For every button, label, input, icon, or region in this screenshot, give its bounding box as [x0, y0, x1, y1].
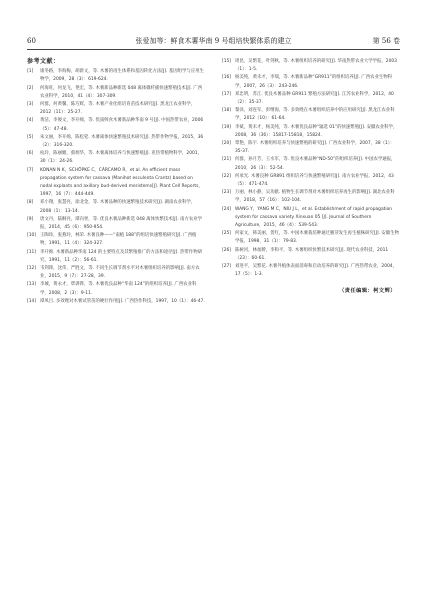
reference-number: [7] — [27, 167, 34, 173]
header-divider — [27, 49, 400, 50]
reference-text: 万丽，林小静，吴功献. 植物生长调节剂对木薯组织培养再生的影响[J]. 湖北农业科学，2018，57（16）：102-104. — [235, 190, 395, 204]
reference-item — [222, 173, 400, 189]
reference-text: 康冬路，李海梅，胡新文，等. 木薯的再生体系和基因转化方法[J]. 基因组学与应用生物学，2009，28（3）：619-624. — [40, 69, 204, 83]
page-header — [27, 34, 400, 48]
reference-number: [19] — [222, 124, 232, 130]
reference-number: [6] — [27, 151, 34, 157]
reference-number: [21] — [222, 157, 232, 163]
reference-text: 何群，孙月芳，王水军，等. 优良木薯品种“ND-50”的组织培养[J]. 中国农学通报，2010，26（3）：52-54. — [235, 157, 396, 171]
references-right-column — [222, 58, 400, 296]
reference-text: 周昆，吴繁花，叶剑秋，等. 木薯组织培养的研究[J]. 华南热带农业大学学报，2003（1）：1-5. — [235, 59, 397, 73]
reference-item — [222, 263, 400, 279]
reference-number: [15] — [222, 59, 232, 64]
reference-item — [27, 216, 205, 232]
reference-number: [23] — [222, 190, 232, 196]
reference-item — [222, 91, 400, 107]
reference-number: [9] — [27, 216, 34, 222]
reference-number: [26] — [222, 247, 232, 253]
reference-text: 覃艳，陈宇. 木薯组织培养与快速繁殖的研究[J]. 广西农业科学，2007，38（1）：35-37. — [235, 141, 395, 155]
volume-label: 第 56 卷 — [372, 37, 400, 45]
running-title: 张爱加等：鲜食木薯华南 9 号组培快繁体系的建立 — [135, 37, 292, 45]
reference-item — [222, 206, 400, 231]
reference-number: [12] — [27, 266, 37, 272]
reference-text: 李城，黄永才，覃训铧，等. 木薯优良品种“华南 124”的组织培养[J]. 广西农业科学，2008，2（3）：9-11. — [40, 282, 197, 296]
reference-text: 韦剑锋，沈伟，严胜文，等. 不同生长调节剂水平对木薯组织培养的影响[J]. 南方农业，2015，9（7）：27-28，39. — [40, 266, 200, 280]
reference-item — [27, 85, 205, 101]
editor-note: （责任编辑：柯文辉） — [339, 288, 396, 295]
reference-number: [22] — [222, 173, 232, 179]
reference-text: 何群，何黄馨，陈巧辉，等. 木薯产业化组培育苗技术研究[J]. 黑龙江农业科学，2012（11）：25-27. — [40, 102, 196, 116]
references-heading: 参考文献： — [27, 58, 60, 65]
reference-text: 黄洁，李俊文，李开绵，等. 优质鲜食木薯新品种华南 9 号[J]. 中国热带农业，2006（5）：47-48. — [40, 118, 204, 132]
reference-text: 朱文丽，李开绵，陈松笔. 木薯离体快速繁殖技术研究[J]. 热带作物学报，2015，36（2）：316-320. — [40, 134, 204, 149]
reference-text: 唐文丹，陆桐亮，谭向誉，等. 优良木薯品种新选 048 离体快繁技术[J]. 南方农业学报，2014，45（6）：950-954. — [40, 216, 202, 231]
reference-item — [222, 107, 400, 123]
reference-text: 李斌，黄未才，杨美纯，等. 木薯优良品种“辐选 01”的快速繁殖[J]. 安徽农业科学，2008，36（36）：15817-15818，15824. — [235, 124, 398, 138]
reference-number: [13] — [27, 282, 37, 288]
reference-text: 陈树河，林加勝，李和平，等. 木薯组织快繁技术研究[J]. 现代农业科技，2011（23）：60-61. — [235, 247, 389, 261]
reference-number: [5] — [27, 134, 34, 140]
reference-item — [27, 150, 205, 166]
reference-item — [222, 247, 400, 263]
reference-item — [27, 281, 205, 297]
reference-number: [17] — [222, 91, 232, 97]
reference-item — [27, 249, 205, 265]
reference-text: 谭凤吕. 多效唑对木薯试管苗的硬壮作用[J]. 广西热作科技，1997，10（1）：46-47. — [40, 298, 205, 304]
reference-item — [27, 117, 205, 133]
reference-list-right — [222, 58, 400, 279]
reference-text: 刘进平，吴繁花. 木薯外植体表面消毒和启动培养的研究[J]. 广西热带农业，2004，17（5）：1-3. — [235, 264, 397, 278]
reference-item — [222, 189, 400, 205]
reference-text: WANG Y，YANG M C，NIU J L，et al. Establishment of rapid propagation system for cassava variety Xinxuan 05 [J]. Journal of Southern Agriculture，2015，46（4）：539-543. — [235, 206, 393, 229]
reference-item — [222, 230, 400, 246]
reference-item — [27, 298, 205, 306]
references-left-column — [27, 58, 205, 306]
reference-number: [1] — [27, 69, 34, 75]
reference-item — [27, 68, 205, 84]
reference-text: 邓小翔，张慧亮，徐北金，等. 木薯品种的快速繁殖技术研究[J]. 湖南农业科学，2008（1）：13-14. — [40, 200, 196, 214]
reference-item — [222, 74, 400, 90]
reference-number: [20] — [222, 141, 232, 147]
reference-item — [27, 232, 205, 248]
reference-text: 黎泽，刘连军，彭继海，等. 多效唑在木薯组织培养中的应用研究[J]. 黑龙江农业科学，2012（10）：61-64. — [235, 108, 395, 122]
reference-number: [4] — [27, 118, 34, 124]
reference-item — [222, 156, 400, 172]
reference-item — [222, 140, 400, 156]
reference-item — [222, 58, 400, 74]
reference-item — [27, 167, 205, 200]
reference-text: 何承光. 木薯良种 GR891 组织培养与快速繁殖研究[J]. 南方农业学报，2012，43（5）：471-474. — [235, 173, 394, 188]
reference-list-left — [27, 68, 205, 306]
reference-number: [18] — [222, 108, 232, 114]
reference-item — [27, 199, 205, 215]
reference-number: [14] — [27, 298, 37, 304]
reference-number: [8] — [27, 200, 34, 206]
reference-number: [11] — [27, 249, 37, 255]
reference-text: KONAN N K，SCHÖPKE C，CÁRCAMO R，et al. An efficient mass propagation system for cassava (Manihot esculenta Crantz) based on nodal explants and axillary bud-derived meristems[J]. Plant Cell Reports，1997，16（7）：444-449. — [40, 167, 203, 198]
reference-text: 何家文，韩美丽，贺红，等. 中国木薯栽培种通过腋芽发生再生植株研究[J]. 安徽生物学报，1998，31（1）：79-83. — [235, 231, 399, 245]
page-number: 60 — [27, 37, 36, 45]
reference-item — [222, 124, 400, 140]
reference-number: [25] — [222, 231, 232, 237]
reference-text: 李开绵. 木薯新品种华南 124 的主要特点及其繁殖推广的方法和途径[J]. 热带作物研究，1991，11（2）：56-61. — [40, 249, 202, 263]
reference-number: [24] — [222, 206, 232, 212]
reference-number: [10] — [27, 233, 37, 239]
reference-number: [2] — [27, 85, 34, 91]
reference-text: 王陶珍，张燕玲，林荣. 木薯良种——“南植 188”的组培快速繁殖研究[J]. 广西植物，1991，11（4）：324-327. — [40, 233, 197, 247]
reference-text: 杨美纯，黄未才，李瑞，等. 木薯新品种“GR911”的组织培养[J]. 广西农业生物科学，2007，26（3）：243-246. — [235, 75, 393, 89]
reference-item — [27, 101, 205, 117]
reference-text: 杭玲，陈丽媚，蔡炳华，等. 木薯离体培养与快速繁殖[J]. 亚热带植物科学，2001，30（1）：24-26. — [40, 151, 202, 165]
reference-text: 何海旺，何龙飞，荛宏，等. 木薯新品种新选 048 离体微纤插快速繁殖技术[J]. 广西农业科学，2010，41（4）：307-309. — [40, 85, 202, 99]
reference-item — [27, 265, 205, 281]
reference-number: [27] — [222, 264, 232, 270]
reference-number: [3] — [27, 102, 34, 108]
reference-number: [16] — [222, 75, 232, 81]
reference-item — [27, 134, 205, 150]
reference-text: 邓忠明，苏江. 优良木薯品种 GR911 繁殖方法研究[J]. 江苏农业科学，2012，40（2）：35-37. — [235, 91, 394, 106]
